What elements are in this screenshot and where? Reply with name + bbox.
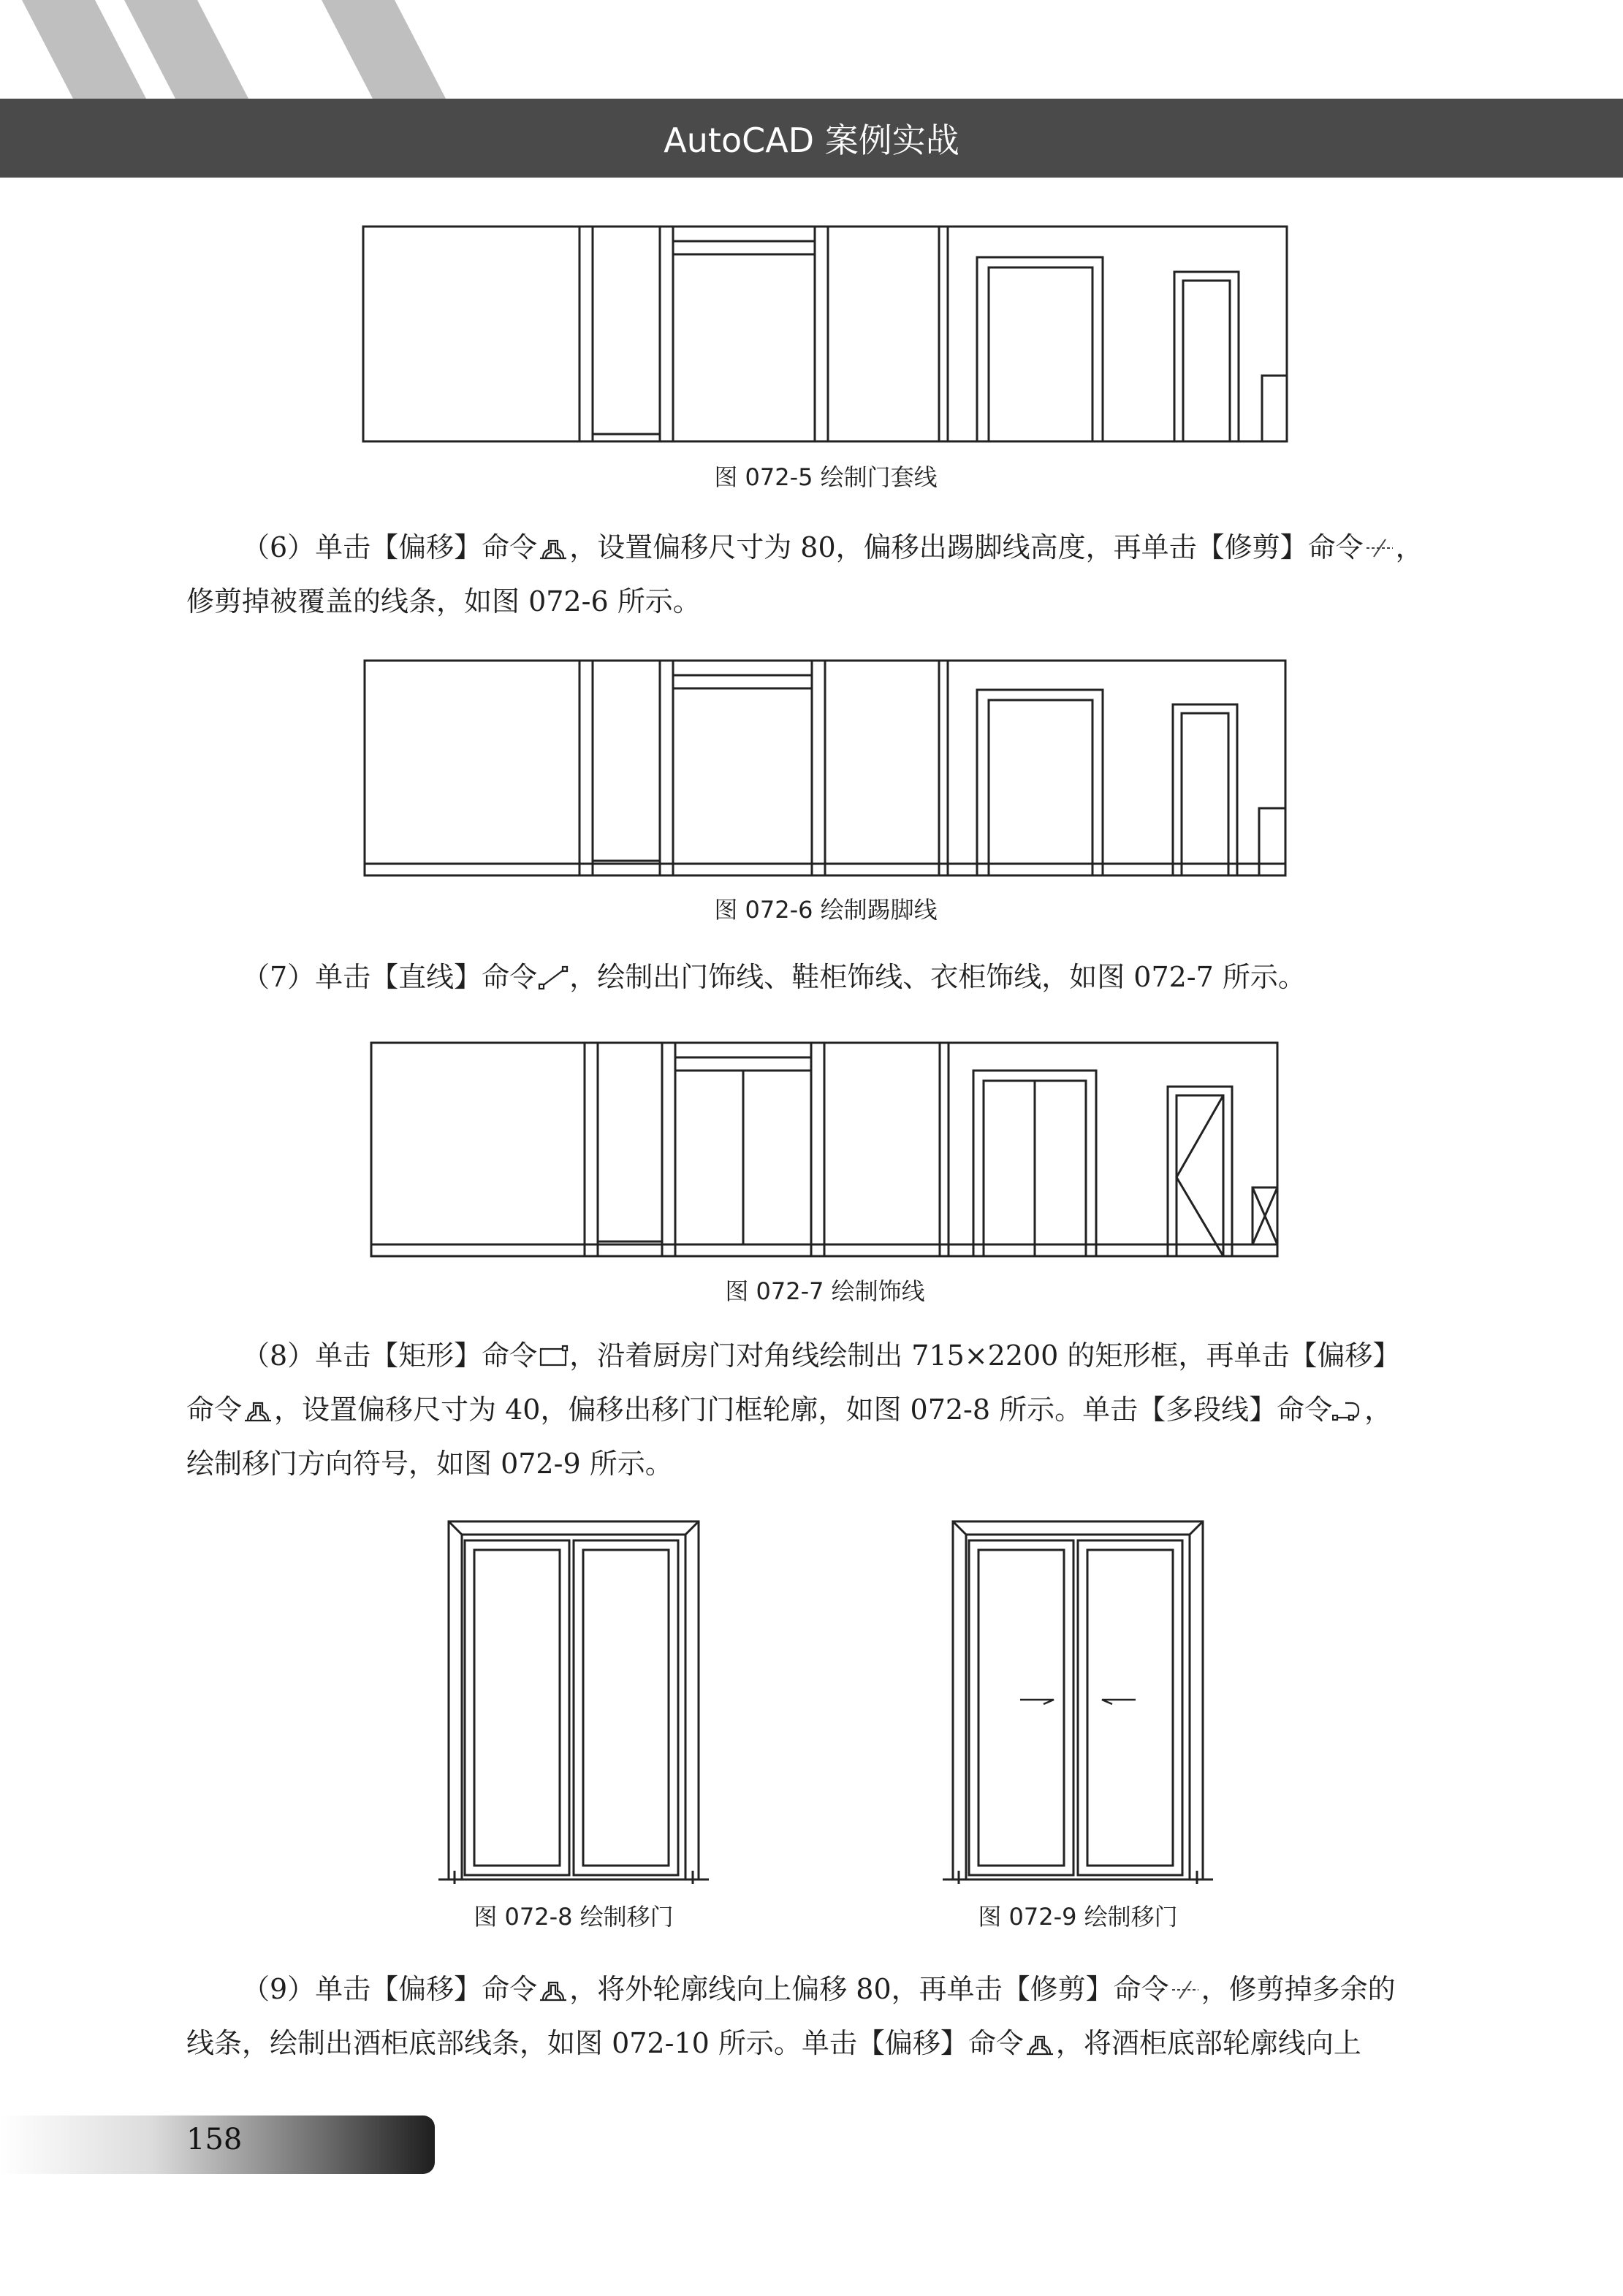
paragraph-step-9 <box>186 1962 1465 2070</box>
figure-caption: 图 072-6 绘制踢脚线 <box>714 896 938 924</box>
trim-icon <box>1169 1977 1201 2003</box>
paragraph-text: 命令 <box>186 1394 243 1426</box>
header-title: AutoCAD 案例实战 <box>664 121 959 160</box>
paragraph-step-8 <box>186 1328 1465 1491</box>
figure-caption: 图 072-5 绘制门套线 <box>714 463 938 491</box>
line-icon <box>537 965 569 991</box>
figure-caption: 图 072-8 绘制移门 <box>474 1903 674 1931</box>
paragraph-text: ，设置偏移尺寸为 80，偏移出踢脚线高度，再单击【修剪】命令 <box>569 531 1364 563</box>
offset-icon <box>242 1397 274 1423</box>
paragraph-step-7 <box>186 950 1465 1004</box>
figure-caption: 图 072-9 绘制移门 <box>978 1903 1178 1931</box>
header-stripes <box>0 0 468 99</box>
paragraph-text: ，将酒柜底部轮廓线向上 <box>1055 2027 1361 2059</box>
paragraph-step-6 <box>186 520 1465 628</box>
offset-icon <box>537 535 569 561</box>
paragraph-text: （6）单击【偏移】命令 <box>242 531 538 563</box>
figure-072-6 <box>363 659 1288 878</box>
paragraph-text: （9）单击【偏移】命令 <box>242 1973 538 2005</box>
trim-icon <box>1364 535 1396 561</box>
page-number: 158 <box>186 2123 243 2156</box>
running-header <box>0 99 1623 178</box>
offset-icon <box>1024 2031 1056 2057</box>
paragraph-text: ，沿着厨房门对角线绘制出 715×2200 的矩形框，再单击【偏移】 <box>569 1339 1401 1372</box>
paragraph-text: ，将外轮廓线向上偏移 80，再单击【修剪】命令 <box>569 1973 1169 2005</box>
figure-072-5 <box>362 225 1290 444</box>
polyline-icon <box>1332 1397 1364 1423</box>
figure-072-8 <box>438 1518 709 1885</box>
paragraph-text: ， <box>1364 1394 1393 1426</box>
paragraph-text: ，绘制出门饰线、鞋柜饰线、衣柜饰线，如图 072-7 所示。 <box>569 961 1306 993</box>
paragraph-text: ，设置偏移尺寸为 40，偏移出移门门框轮廓，如图 072-8 所示。单击【多段线】命令 <box>274 1394 1333 1426</box>
paragraph-text: （7）单击【直线】命令 <box>242 961 538 993</box>
figure-caption: 图 072-7 绘制饰线 <box>725 1277 925 1305</box>
rectangle-icon <box>537 1343 569 1369</box>
paragraph-text: 绘制移门方向符号，如图 072-9 所示。 <box>186 1448 673 1480</box>
figure-072-7 <box>370 1041 1280 1259</box>
paragraph-text: ，修剪掉多余的 <box>1201 1973 1396 2005</box>
paragraph-text: 线条，绘制出酒柜底部线条，如图 072-10 所示。单击【偏移】命令 <box>186 2027 1024 2059</box>
paragraph-text: ， <box>1395 531 1424 563</box>
paragraph-text: 修剪掉被覆盖的线条，如图 072-6 所示。 <box>186 585 701 617</box>
paragraph-text: （8）单击【矩形】命令 <box>242 1339 538 1372</box>
figure-072-9 <box>943 1518 1213 1885</box>
offset-icon <box>537 1977 569 2003</box>
